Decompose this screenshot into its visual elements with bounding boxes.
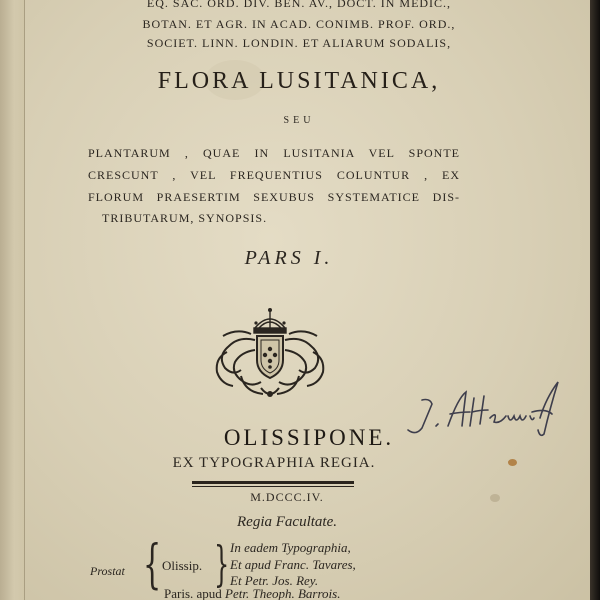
- subtitle-line-3: FLORUM PRAESERTIM SEXUBUS SYSTEMATICE DIS-: [88, 190, 460, 204]
- author-line-3: SOCIET. LINN. LONDIN. ET ALIARUM SODALIS,: [146, 36, 452, 50]
- seller-line-1: In eadem Typographia,: [230, 540, 351, 555]
- seller-line-3: Et Petr. Jos. Rey.: [230, 573, 319, 588]
- page-right-edge: [590, 0, 600, 600]
- paris-place: Paris. apud: [164, 586, 222, 600]
- seller-line-2: Et apud Franc. Tavares,: [230, 557, 356, 572]
- book-binding-edge: [0, 0, 25, 600]
- royal-coat-of-arms-icon: [211, 306, 329, 402]
- prostat-label: Prostat: [90, 564, 125, 578]
- imprint-year: M.DCCC.IV.: [250, 490, 324, 504]
- left-brace-icon: {: [143, 535, 162, 595]
- paris-seller: Petr. Theoph. Barrois.: [225, 586, 341, 600]
- imprint-printer: EX TYPOGRAPHIA REGIA.: [172, 455, 376, 471]
- subtitle-line-4: TRIBUTARUM, SYNOPSIS.: [102, 211, 268, 225]
- double-rule-divider: [192, 481, 354, 487]
- imprint-city: OLISSIPONE.: [223, 425, 395, 450]
- olissip-label: Olissip.: [162, 558, 203, 573]
- seu-connector: SEU: [283, 115, 315, 126]
- subtitle-line-2: CRESCUNT , VEL FREQUENTIUS COLUNTUR , EX: [88, 168, 460, 182]
- right-brace-icon: }: [214, 536, 230, 592]
- paper-stain: [508, 459, 517, 466]
- paper-stain: [490, 494, 500, 502]
- author-line-2: BOTAN. ET AGR. IN ACAD. CONIMB. PROF. ORD.,: [142, 17, 456, 31]
- paris-seller-line: [164, 586, 340, 600]
- subtitle-line-1: PLANTARUM , QUAE IN LUSITANIA VEL SPONTE: [88, 146, 460, 160]
- author-line-1: EQ. SAC. ORD. DIV. BEN. AV., DOCT. IN MEDIC.,: [146, 0, 452, 10]
- book-title: FLORA LUSITANICA,: [157, 68, 441, 94]
- part-number: PARS I.: [244, 247, 334, 269]
- imprint-faculty: Regia Facultate.: [237, 514, 337, 530]
